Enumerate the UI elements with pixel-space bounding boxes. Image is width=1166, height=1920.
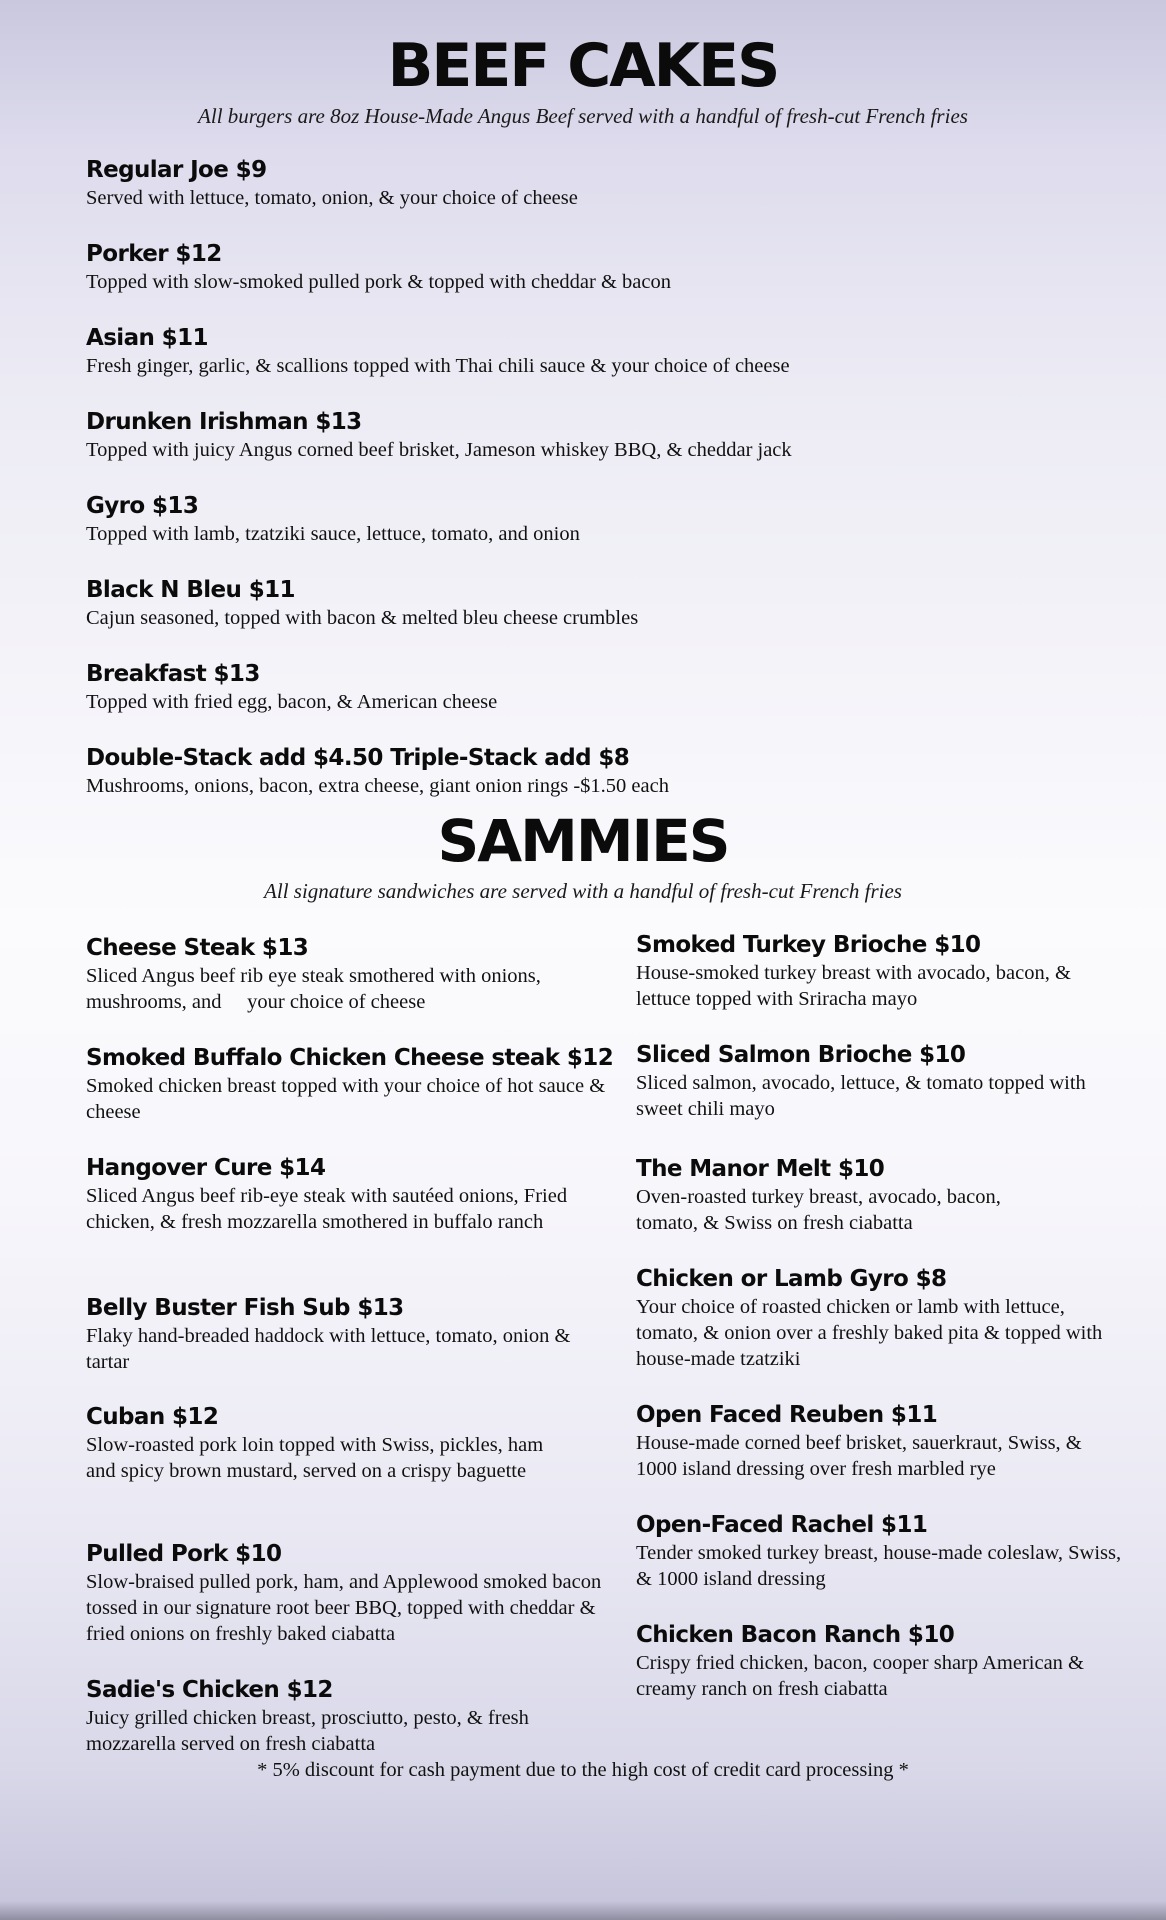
menu-item-description: Oven-roasted turkey breast, avocado, bacon, tomato, & Swiss on fresh ciabatta bbox=[636, 1186, 1001, 1234]
menu-item-name: Open Faced Reuben $11 bbox=[636, 1402, 938, 1428]
menu-item bbox=[86, 660, 1086, 715]
menu-item-name: Asian $11 bbox=[86, 325, 208, 351]
menu-item-description: House-made corned beef brisket, sauerkraut, Swiss, & 1000 island dressing over fresh marbled rye bbox=[636, 1432, 1082, 1480]
sammies-title: SAMMIES bbox=[437, 807, 729, 875]
menu-item-description: Fresh ginger, garlic, & scallions topped with Thai chili sauce & your choice of cheese bbox=[86, 355, 790, 377]
menu-item-name: Pulled Pork $10 bbox=[86, 1541, 282, 1567]
menu-item bbox=[86, 1044, 614, 1125]
menu-item-description: Juicy grilled chicken breast, prosciutto, pesto, & fresh mozzarella served on fresh ciabatta bbox=[86, 1707, 529, 1755]
menu-item-name: Chicken Bacon Ranch $10 bbox=[636, 1622, 955, 1648]
cash-discount-note: * 5% discount for cash payment due to the high cost of credit card processing * bbox=[257, 1759, 909, 1781]
menu-item bbox=[636, 1401, 1126, 1482]
menu-item-description: Mushrooms, onions, bacon, extra cheese, giant onion rings -$1.50 each bbox=[86, 775, 669, 797]
menu-item-description: Sliced salmon, avocado, lettuce, & tomato topped with sweet chili mayo bbox=[636, 1072, 1086, 1120]
menu-item-name: Sliced Salmon Brioche $10 bbox=[636, 1042, 966, 1068]
menu-item bbox=[86, 1540, 608, 1647]
beef-cakes-subtitle: All burgers are 8oz House-Made Angus Beef served with a handful of fresh-cut French fries bbox=[198, 104, 968, 128]
menu-item bbox=[636, 1511, 1126, 1592]
menu-item-description: Crispy fried chicken, bacon, cooper sharp American & creamy ranch on fresh ciabatta bbox=[636, 1652, 1084, 1700]
menu-item-name: Chicken or Lamb Gyro $8 bbox=[636, 1266, 947, 1292]
menu-item-name: Open-Faced Rachel $11 bbox=[636, 1512, 928, 1538]
menu-item-name: Black N Bleu $11 bbox=[86, 577, 295, 603]
menu-item bbox=[86, 1154, 586, 1235]
menu-item-name: Cuban $12 bbox=[86, 1404, 219, 1430]
menu-item-description: Smoked chicken breast topped with your choice of hot sauce & cheese bbox=[86, 1075, 606, 1123]
menu-item bbox=[86, 576, 1086, 631]
menu-item-description: Slow-braised pulled pork, ham, and Applewood smoked bacon tossed in our signature root beer BBQ, topped with cheddar & fried onions on freshly baked ciabatta bbox=[86, 1571, 602, 1645]
menu-item-name: Smoked Turkey Brioche $10 bbox=[636, 932, 981, 958]
menu-item bbox=[86, 492, 1086, 547]
menu-item-description: Your choice of roasted chicken or lamb with lettuce, tomato, & onion over a freshly baked pita & topped with house-made tzatziki bbox=[636, 1296, 1103, 1370]
menu-item bbox=[636, 1155, 1066, 1236]
menu-item-description: Served with lettuce, tomato, onion, & your choice of cheese bbox=[86, 187, 578, 209]
menu-item-description: Topped with slow-smoked pulled pork & topped with cheddar & bacon bbox=[86, 271, 671, 293]
menu-item bbox=[86, 1403, 566, 1484]
menu-item-name: Cheese Steak $13 bbox=[86, 935, 309, 961]
menu-item bbox=[636, 1621, 1126, 1702]
menu-item-name: Gyro $13 bbox=[86, 493, 199, 519]
beef-cakes-title: BEEF CAKES bbox=[387, 31, 779, 101]
menu-item-name: Porker $12 bbox=[86, 241, 222, 267]
menu-item-description: Topped with fried egg, bacon, & American cheese bbox=[86, 691, 498, 713]
menu-item bbox=[86, 744, 1086, 799]
menu-item-name: Hangover Cure $14 bbox=[86, 1155, 326, 1181]
menu-item-name: The Manor Melt $10 bbox=[636, 1156, 885, 1182]
menu-item-name: Regular Joe $9 bbox=[86, 157, 267, 183]
menu-item-description: Flaky hand-breaded haddock with lettuce, tomato, onion & tartar bbox=[86, 1325, 571, 1373]
sammies-subtitle: All signature sandwiches are served with a handful of fresh-cut French fries bbox=[264, 879, 902, 903]
menu-item-name: Belly Buster Fish Sub $13 bbox=[86, 1295, 404, 1321]
menu-item-description: Topped with juicy Angus corned beef brisket, Jameson whiskey BBQ, & cheddar jack bbox=[86, 439, 792, 461]
menu-item-description: Slow-roasted pork loin topped with Swiss, pickles, ham and spicy brown mustard, served on a crispy baguette bbox=[86, 1434, 544, 1482]
menu-item bbox=[86, 1676, 606, 1757]
menu-item-description: Sliced Angus beef rib eye steak smothered with onions, mushrooms, and your choice of cheese bbox=[86, 965, 547, 1013]
menu-item bbox=[636, 1041, 1116, 1122]
menu-item bbox=[86, 240, 1086, 295]
menu-item-name: Drunken Irishman $13 bbox=[86, 409, 362, 435]
menu-item bbox=[636, 1265, 1126, 1372]
menu-item-name: Double-Stack add $4.50 Triple-Stack add $8 bbox=[86, 745, 630, 771]
menu-item-description: Topped with lamb, tzatziki sauce, lettuce, tomato, and onion bbox=[86, 523, 580, 545]
menu-item-name: Sadie's Chicken $12 bbox=[86, 1677, 333, 1703]
menu-item-description: Cajun seasoned, topped with bacon & melted bleu cheese crumbles bbox=[86, 607, 639, 629]
menu-item bbox=[86, 324, 1086, 379]
menu-item-name: Breakfast $13 bbox=[86, 661, 260, 687]
menu-item bbox=[86, 156, 1086, 211]
menu-item-description: Tender smoked turkey breast, house-made coleslaw, Swiss, & 1000 island dressing bbox=[636, 1542, 1122, 1590]
menu-item bbox=[636, 931, 1116, 1012]
menu-item bbox=[86, 934, 606, 1015]
menu-item bbox=[86, 408, 1086, 463]
menu-item-description: House-smoked turkey breast with avocado, bacon, & lettuce topped with Sriracha mayo bbox=[636, 962, 1071, 1010]
menu-item bbox=[86, 1294, 608, 1375]
menu-item-description: Sliced Angus beef rib-eye steak with sautéed onions, Fried chicken, & fresh mozzarella smothered in buffalo ranch bbox=[86, 1185, 568, 1233]
menu-item-name: Smoked Buffalo Chicken Cheese steak $12 bbox=[86, 1045, 614, 1071]
